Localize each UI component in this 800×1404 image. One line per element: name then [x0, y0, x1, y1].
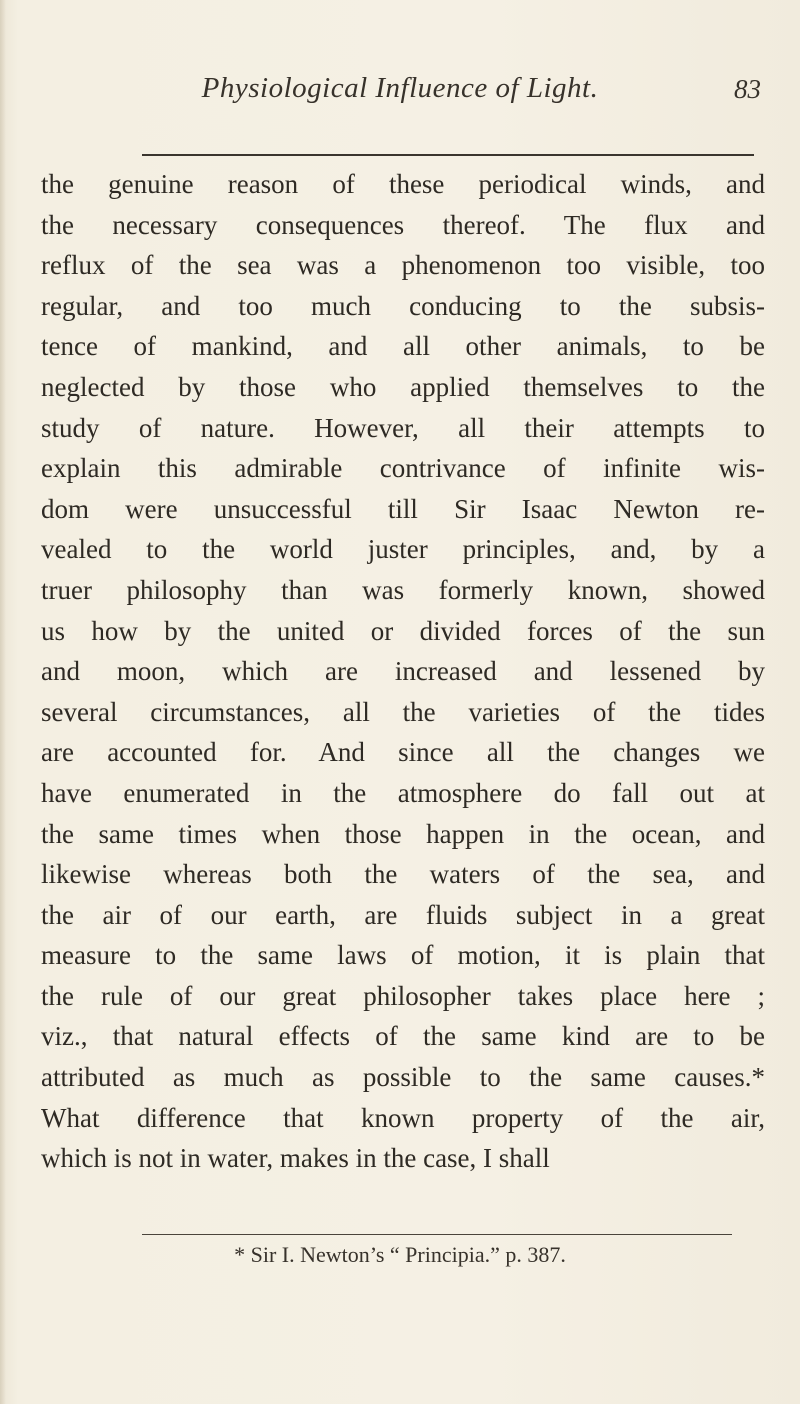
text-line: truer philosophy than was formerly known, showed	[41, 574, 765, 605]
text-line: have enumerated in the atmosphere do fall out at	[41, 777, 765, 808]
text-line: several circumstances, all the varieties of the tides	[41, 696, 765, 727]
body-text	[41, 164, 765, 1179]
text-line: viz., that natural effects of the same kind are to be	[41, 1021, 765, 1052]
text-line: measure to the same laws of motion, it is plain that	[41, 940, 765, 971]
text-line: the same times when those happen in the ocean, and	[41, 818, 765, 849]
header-rule	[142, 154, 754, 156]
text-line: which is not in water, makes in the case, I shall	[41, 1143, 550, 1174]
text-line: the rule of our great philosopher takes place here ;	[41, 980, 765, 1011]
footnote: * Sir I. Newton’s “ Principia.” p. 387.	[234, 1242, 566, 1267]
text-line: attributed as much as possible to the same causes.*	[41, 1062, 765, 1093]
text-line: the necessary consequences thereof. The flux and	[41, 209, 765, 240]
page-gutter-shadow	[0, 0, 6, 1404]
text-line: tence of mankind, and all other animals, to be	[41, 331, 765, 362]
text-line: the air of our earth, are fluids subject in a great	[41, 899, 765, 930]
text-line: dom were unsuccessful till Sir Isaac Newton re-	[41, 493, 765, 524]
page-number: 83	[734, 74, 761, 104]
page-header	[0, 72, 800, 122]
text-line: and moon, which are increased and lessened by	[41, 656, 765, 687]
text-line: vealed to the world juster principles, and, by a	[41, 534, 765, 565]
text-line: study of nature. However, all their attempts to	[41, 412, 765, 443]
text-line: the genuine reason of these periodical winds, and	[41, 169, 765, 199]
text-line: regular, and too much conducing to the subsis-	[41, 290, 765, 321]
text-line: neglected by those who applied themselves to the	[41, 371, 765, 402]
text-line: reflux of the sea was a phenomenon too visible, too	[41, 250, 765, 281]
text-line: are accounted for. And since all the changes we	[41, 737, 765, 768]
text-line: explain this admirable contrivance of infinite wis-	[41, 453, 765, 484]
text-line: likewise whereas both the waters of the sea, and	[41, 859, 765, 890]
text-line: us how by the united or divided forces of the sun	[41, 615, 765, 646]
text-line: What difference that known property of the air,	[41, 1102, 765, 1133]
footnote-rule	[142, 1234, 732, 1235]
running-head: Physiological Influence of Light.	[201, 72, 599, 104]
